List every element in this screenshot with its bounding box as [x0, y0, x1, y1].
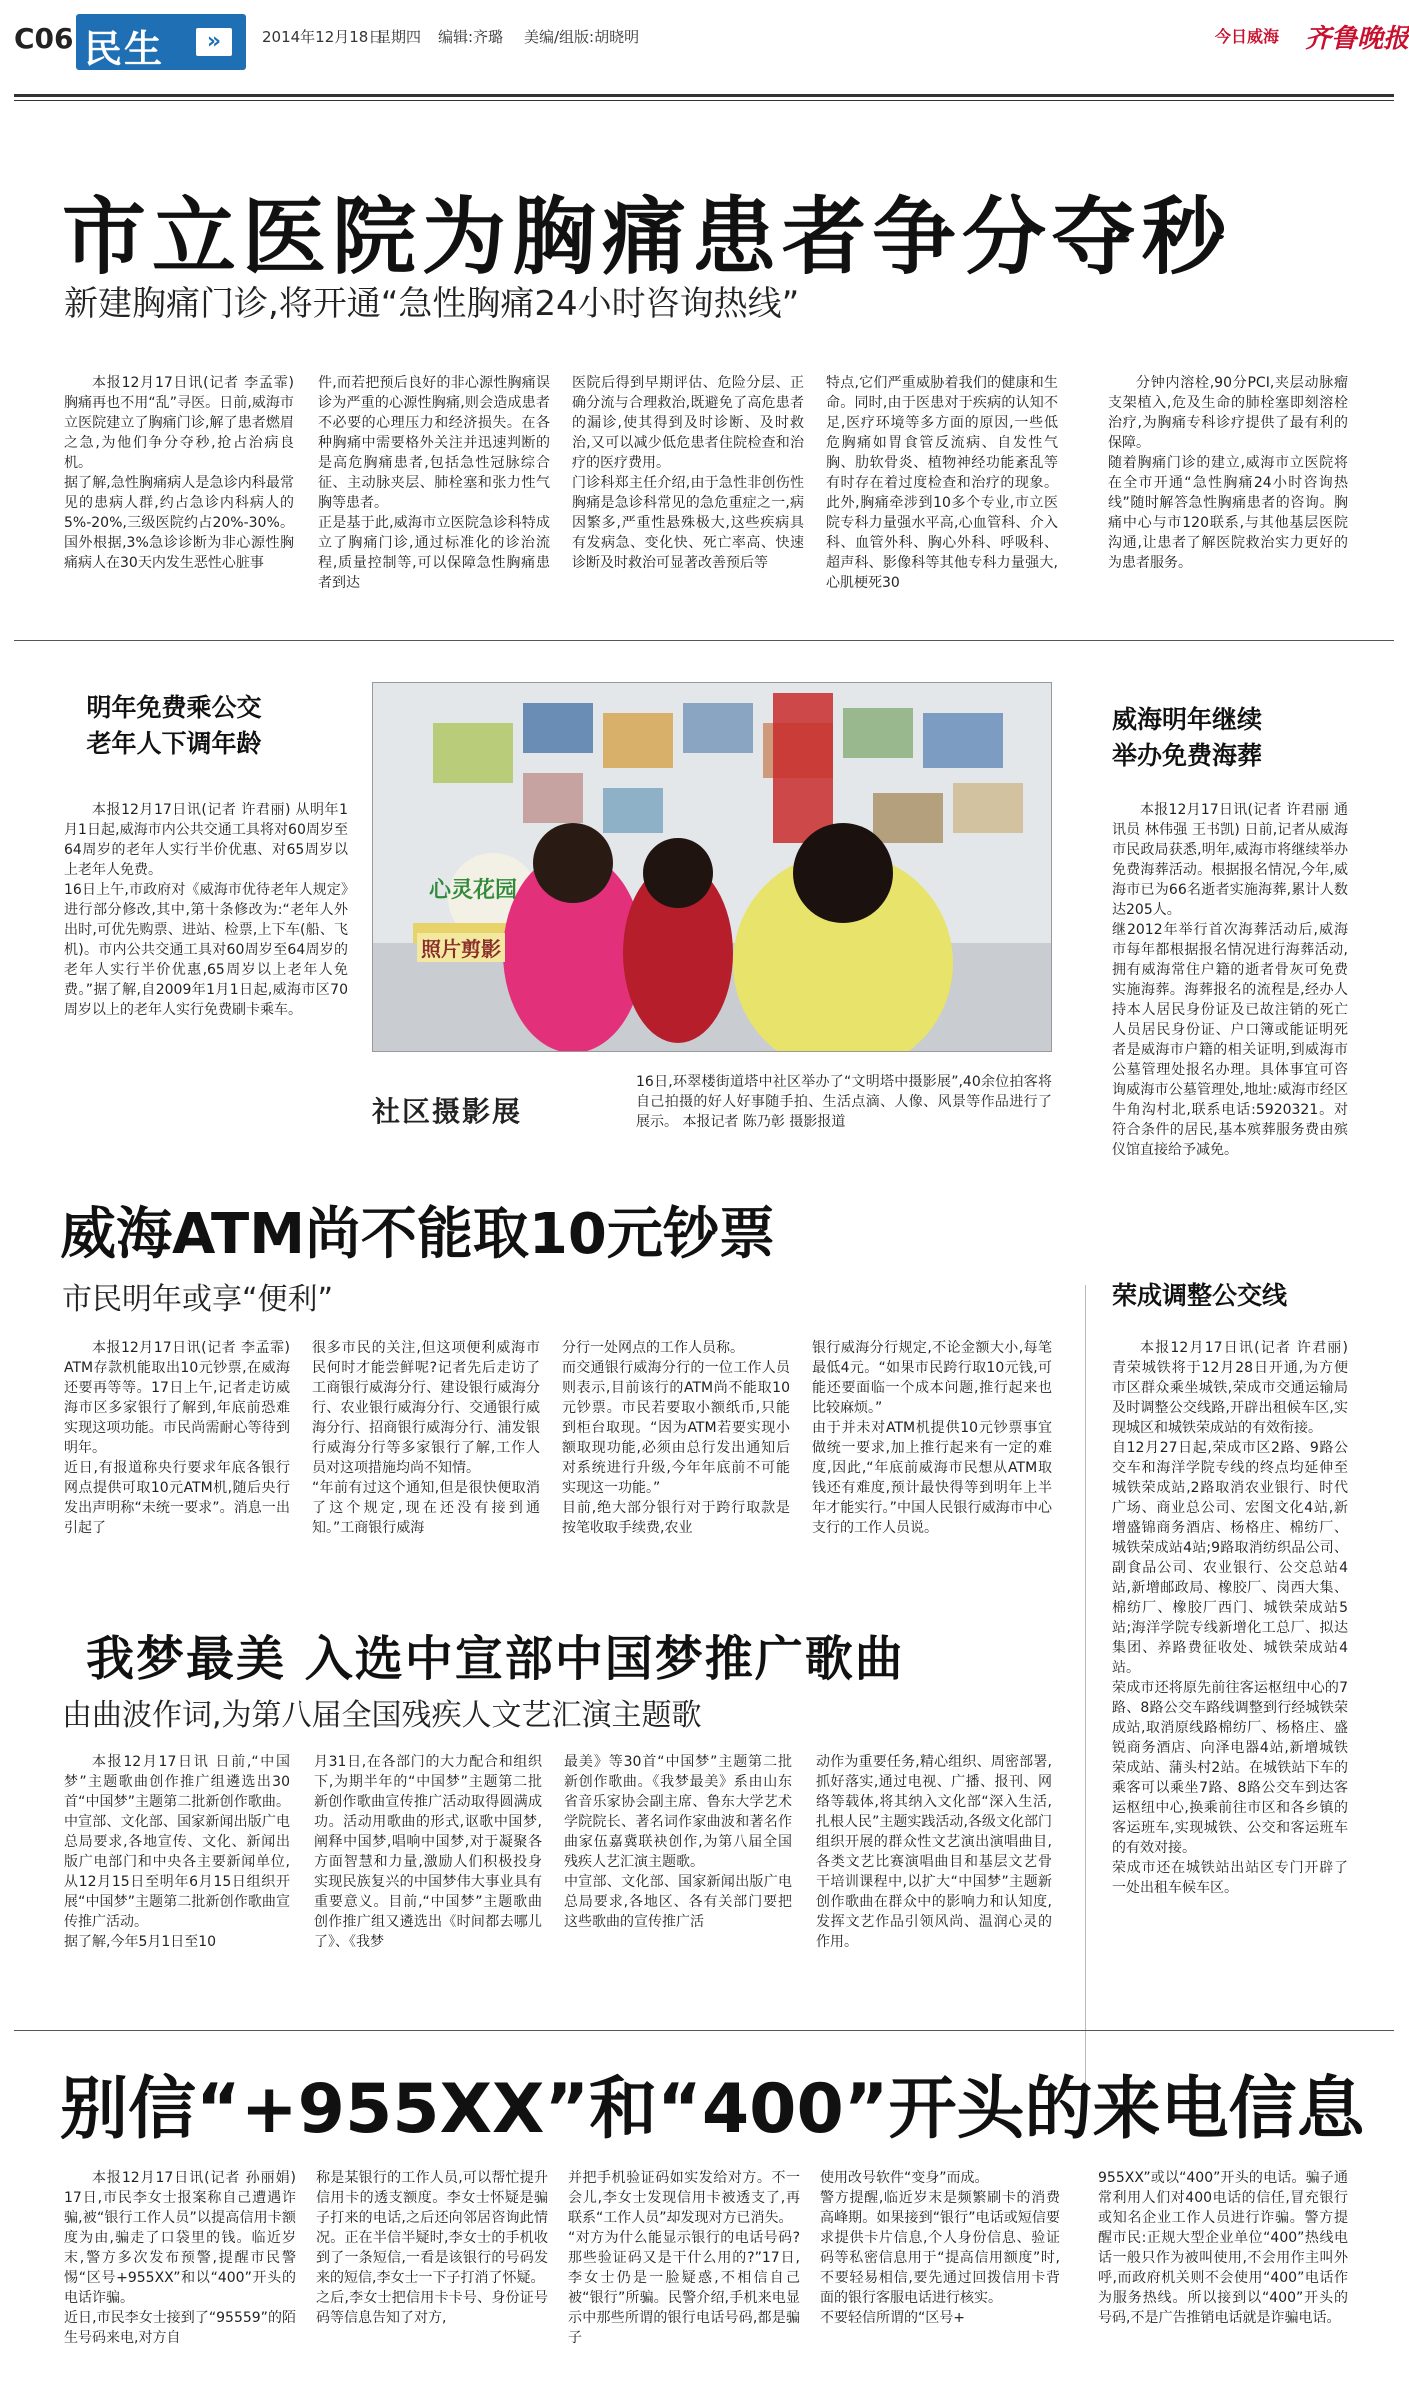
- title-line: 老年人下调年龄: [86, 729, 262, 758]
- header-rule: [14, 94, 1394, 97]
- issue-date: 2014年12月18日: [262, 28, 384, 46]
- photo-caption: 16日,环翠楼街道塔中社区举办了“文明塔中摄影展”,40余位拍客将自己拍摄的好人好事随手拍、生活点滴、人像、风景等作品进行了展示。 本报记者 陈乃彰 摄影报道: [636, 1074, 1052, 1130]
- article-title: 别信“+955XX”和“400”开头的来电信息: [60, 2070, 1365, 2149]
- article-text: 本报12月17日讯(记者 李孟霏) 胸痛再也不用“乱”寻医。日前,威海市立医院建立了胸痛门诊,解了患者燃眉之急,为他们争分夺秒,抢占治病良机。 据了解,急性胸痛病人是急诊内科最常见的患病人群,约占急诊内科病人的5%-20%,三级医院约占20%-30%。国外根据,3%急诊诊断为非心源性胸痛病人在30天内发生恶性心脏事: [64, 375, 294, 571]
- article-column: [562, 1338, 790, 1593]
- issue-weekday: 星期四: [376, 28, 422, 46]
- page-header: [0, 0, 1409, 75]
- photo-sign: 心灵花园: [429, 878, 518, 903]
- article-text: 本报12月17日讯(记者 孙丽娟) 17日,市民李女士报案称自己遭遇诈骗,被“银行工作人员”以提高信用卡额度为由,骗走了口袋里的钱。临近岁末,警方多次发布预警,提醒市民警惕“区号+955XX”和以“400”开头的电话诈骗。 近日,市民李女士接到了“95559”的陌生号码来电,对方自: [64, 2170, 296, 2346]
- photo-sign: 照片剪影: [417, 933, 505, 962]
- article-text: 医院后得到早期评估、危险分层、正确分流与合理救治,既避免了高危患者的漏诊,使其得到及时诊断、及时救治,又可以减少低危患者住院检查和治疗的医疗费用。 门诊科郑主任介绍,由于急性非创伤性胸痛是急诊科常见的急危重症之一,病因繁多,严重性悬殊极大,这些疾病具有发病急、变化快、死亡率高、快速诊断及时救治可显著改善预后等: [572, 375, 804, 571]
- design-credit: 美编/组版:胡晓明: [524, 28, 640, 46]
- title-line: 威海明年继续: [1112, 705, 1263, 734]
- article-text: 分行一处网点的工作人员称。 而交通银行威海分行的一位工作人员则表示,目前该行的ATM尚不能取10元钞票。市民若要取小额纸币,只能到柜台取现。“因为ATM若要实现小额取现功能,必须由总行发出通知后对系统进行升级,今年年底前不可能实现这一功能。” 目前,绝大部分银行对于跨行取款是按笔收取手续费,农业: [562, 1340, 790, 1536]
- article-text: 件,而若把预后良好的非心源性胸痛误诊为严重的心源性胸痛,则会造成患者不必要的心理压力和经济损失。在各种胸痛中需要格外关注并迅速判断的是高危胸痛患者,包括急性冠脉综合征、主动脉夹层、肺栓塞和张力性气胸等患者。 正是基于此,威海市立医院急诊科特成立了胸痛门诊,通过标准化的诊治流程,质量控制等,可以保障急性胸痛患者到达: [318, 375, 550, 591]
- article-column: [316, 2168, 548, 2378]
- article-column: [64, 373, 294, 623]
- article-text: 本报12月17日讯(记者 许君丽) 从明年1月1日起,威海市内公共交通工具将对60周岁至64周岁的老年人实行半价优惠、对65周岁以上老年人免费。 16日上午,市政府对《威海市优待老年人规定》进行部分修改,其中,第十条修改为:“老年人外出时,可优先购票、进站、检票,上下车(船、飞机)。市内公共交通工具对60周岁至64周岁的老年人实行半价优惠,65周岁以上老年人免费。”据了解,自2009年1月1日起,威海市区70周岁以上的老年人实行免费刷卡乘车。: [64, 802, 348, 1018]
- photo-heading: 社区摄影展: [372, 1095, 523, 1128]
- page-number: C06: [14, 22, 74, 55]
- article-text: 分钟内溶栓,90分PCI,夹层动脉瘤支架植入,危及生命的肺栓塞即刻溶栓治疗,为胸痛专科诊疗提供了最有利的保障。 随着胸痛门诊的建立,威海市立医院将在全市开通“急性胸痛24小时咨询热线”随时解答急性胸痛患者的咨询。胸痛中心与市120联系,与其他基层医院沟通,让患者了解医院救治实力更好的为患者服务。: [1108, 375, 1348, 571]
- article-column: [1108, 373, 1348, 623]
- article-text: 使用改号软件“变身”而成。 警方提醒,临近岁末是频繁刷卡的消费高峰期。如果接到“银行”电话或短信要求提供卡片信息,个人身份信息、验证码等私密信息用于“提高信用额度”时,不要轻易相信,要先通过回拨信用卡背面的银行客服电话进行核实。 不要轻信所谓的“区号+: [820, 2170, 1060, 2326]
- article-column: [564, 1752, 792, 2012]
- article-column: [314, 1752, 542, 2012]
- article-title: 我梦最美 入选中宣部中国梦推广歌曲: [86, 1631, 905, 1687]
- section-divider: [14, 640, 1394, 641]
- article-title: [1112, 702, 1342, 774]
- article-column: [568, 2168, 800, 2378]
- article-text: 本报12月17日讯 日前,“中国梦”主题歌曲创作推广组遴选出30首“中国梦”主题第二批新创作歌曲。中宣部、文化部、国家新闻出版广电总局要求,各地宣传、文化、新闻出版广电部门和中央各主要新闻单位,从12月15日至明年6月15日组织开展“中国梦”主题第二批新创作歌曲宣传推广活动。 据了解,今年5月1日至10: [64, 1754, 290, 1950]
- article-text: 本报12月17日讯(记者 李孟霏) ATM存款机能取出10元钞票,在威海还要再等等。17日上午,记者走访威海市区多家银行了解到,年底前恐难实现这项功能。市民尚需耐心等待到明年。 近日,有报道称央行要求年底各银行网点提供可取10元ATM机,随后央行发出声明称“未统一要求”。消息一出引起了: [64, 1340, 290, 1536]
- chevron-right-icon: »: [196, 28, 232, 56]
- article-text: 955XX”或以“400”开头的电话。骗子通常利用人们对400电话的信任,冒充银行或知名企业工作人员进行诈骗。警方提醒市民:正规大型企业单位“400”热线电话一般只作为被叫使用,不会用作主叫外呼,而政府机关则不会使用“400”电话作为服务热线。所以接到以“400”开头的号码,不是广告推销电话就是诈骗电话。: [1098, 2170, 1348, 2326]
- news-photo: [372, 682, 1052, 1052]
- article-text: 动作为重要任务,精心组织、周密部署,抓好落实,通过电视、广播、报刊、网络等载体,将其纳入文化部“深入生活,扎根人民”主题实践活动,各级文化部门组织开展的群众性文艺演出演唱曲目,各类文艺比赛演唱曲目和基层文艺骨干培训课程中,以扩大“中国梦”主题新创作歌曲在群众中的影响力和认知度,发挥文艺作品引领风尚、温润心灵的作用。: [816, 1754, 1052, 1950]
- section-divider: [14, 2030, 1394, 2031]
- article-column: [64, 1752, 290, 2012]
- article-text: 很多市民的关注,但这项便利威海市民何时才能尝鲜呢?记者先后走访了工商银行威海分行、建设银行威海分行、农业银行威海分行、交通银行威海分行、招商银行威海分行、浦发银行威海分行等多家银行了解,工作人员对这项措施均尚不知情。 “年前有过这个通知,但是很快便取消了这个规定,现在还没有接到通知。”工商银行威海: [312, 1340, 540, 1536]
- section-name: 民生: [84, 27, 165, 71]
- article-title: 荣成调整公交线: [1112, 1281, 1288, 1310]
- article-column: [820, 2168, 1060, 2378]
- article-column: [1098, 2168, 1348, 2378]
- article-column: [1112, 1338, 1348, 2028]
- editor-credit: 编辑:齐璐: [438, 28, 504, 46]
- title-line: 明年免费乘公交: [86, 693, 262, 722]
- article-column: [1112, 800, 1348, 1290]
- article-text: 银行威海分行规定,不论金额大小,每笔最低4元。“如果市民跨行取10元钱,可能还要面临一个成本问题,推行起来也比较麻烦。” 由于并未对ATM机提供10元钞票事宜做统一要求,加上推行起来有一定的难度,因此,“年底前威海市民想从ATM取钱还有难度,预计最快得等到明年上半年才能实行。”中国人民银行威海市中心支行的工作人员说。: [812, 1340, 1052, 1536]
- header-rule-thin: [14, 100, 1394, 101]
- article-subtitle: 市民明年或享“便利”: [62, 1282, 334, 1317]
- paper-logo: 齐鲁晚报: [1305, 24, 1409, 54]
- article-text: 本报12月17日讯(记者 许君丽) 青荣城铁将于12月28日开通,为方便市区群众乘坐城铁,荣成市交通运输局及时调整公交线路,开辟出租候车区,实现城区和城铁荣成站的有效衔接。 自12月27日起,荣成市区2路、9路公交车和海洋学院专线的终点均延伸至城铁荣成站,2路取消农业银行、时代广场、商业总公司、宏图文化4站,新增盛锦商务酒店、杨格庄、棉纺厂、城铁荣成站4站;9路取消纺织品公司、副食品公司、农业银行、公交总站4站,新增邮政局、橡胶厂、岗西大集、棉纺厂、橡胶厂西门、城铁荣成站5站;海洋学院专线新增化工总厂、拟达集团、养路费征收处、城铁荣成站4站。 荣成市还将原先前往客运枢纽中心的7路、8路公交车路线调整到行经城铁荣成站,取消原线路棉纺厂、杨格庄、盛锐商务酒店、向泽电器4站,新增城铁荣成站、蒲头村2站。在城铁站下车的乘客可以乘坐7路、8路公交车到达客运枢纽中心,换乘前往市区和各乡镇的客运班车,实现城铁、公交和客运班车的有效对接。 荣成市还在城铁站出站区专门开辟了一处出租车候车区。: [1112, 1340, 1348, 1896]
- article-column: [572, 373, 804, 623]
- article-column: [826, 373, 1058, 623]
- article-text: 最美》等30首“中国梦”主题第二批新创作歌曲。《我梦最美》系由山东省音乐家协会副主席、鲁东大学艺术学院院长、著名词作家曲波和著名作曲家伍嘉冀联袂创作,为第八届全国残疾人艺汇演主题歌。 中宣部、文化部、国家新闻出版广电总局要求,各地区、各有关部门要把这些歌曲的宣传推广活: [564, 1754, 792, 1930]
- article-text: 月31日,在各部门的大力配合和组织下,为期半年的“中国梦”主题第二批新创作歌曲宣传推广活动取得圆满成功。活动用歌曲的形式,讴歌中国梦,阐释中国梦,唱响中国梦,对于凝聚各方面智慧和力量,激励人们积极投身实现民族复兴的中国梦伟大事业具有重要意义。目前,“中国梦”主题歌曲创作推广组又遴选出《时间都去哪儿了》、《我梦: [314, 1754, 542, 1950]
- article-column: [312, 1338, 540, 1593]
- title-line: 举办免费海葬: [1112, 741, 1263, 770]
- article-subtitle: 由曲波作词,为第八届全国残疾人文艺汇演主题歌: [62, 1698, 702, 1733]
- article-title: 威海ATM尚不能取10元钞票: [60, 1202, 775, 1267]
- article-text: 并把手机验证码如实发给对方。不一会儿,李女士发现信用卡被透支了,再联系“工作人员”却发现对方已消失。 “对方为什么能显示银行的电话号码?那些验证码又是干什么用的?”17日,李女士仍是一脸疑惑,不相信自己被“银行”所骗。民警介绍,手机来电显示中那些所谓的银行电话号码,都是骗子: [568, 2170, 800, 2346]
- article-text: 本报12月17日讯(记者 许君丽 通讯员 林伟强 王书凯) 日前,记者从威海市民政局获悉,明年,威海市将继续举办免费海葬活动。根据报名情况,今年,威海市已为66名逝者实施海葬,累计人数达205人。 继2012年举行首次海葬活动后,威海市每年都根据报名情况进行海葬活动,拥有威海常住户籍的逝者骨灰可免费实施海葬。海葬报名的流程是,经办人持本人居民身份证及已故注销的死亡人员居民身份证、户口簿或能证明死者是威海市户籍的相关证明,到威海市公墓管理处报名办理。具体事宜可咨询威海市公墓管理处,地址:威海市经区牛角沟村北,联系电话:5920321。对符合条件的居民,基本殡葬服务费由殡仪馆直接给予减免。: [1112, 802, 1348, 1158]
- article-column: [812, 1338, 1052, 1593]
- article-subtitle: 新建胸痛门诊,将开通“急性胸痛24小时咨询热线”: [64, 284, 800, 324]
- article-title: 市立医院为胸痛患者争分夺秒: [62, 188, 1233, 286]
- photo-illustration: [373, 683, 1052, 1052]
- article-column: [318, 373, 550, 623]
- article-column: [64, 1338, 290, 1593]
- column-divider: [1085, 1285, 1086, 2085]
- edition-name: 今日威海: [1215, 27, 1280, 46]
- article-column: [64, 2168, 296, 2378]
- article-text: 称是某银行的工作人员,可以帮忙提升信用卡的透支额度。李女士怀疑是骗子打来的电话,之后还向邻居咨询此情况。正在半信半疑时,李女士的手机收到了一条短信,一看是该银行的号码发来的短信,李女士一下子打消了怀疑。 之后,李女士把信用卡卡号、身份证号码等信息告知了对方,: [316, 2170, 548, 2326]
- article-column: [816, 1752, 1052, 2012]
- article-text: 特点,它们严重威胁着我们的健康和生命。同时,由于医患对于疾病的认知不足,医疗环境等多方面的原因,一些低危胸痛如胃食管反流病、自发性气胸、肋软骨炎、植物神经功能紊乱等有时存在着过度检查和治疗的现象。此外,胸痛牵涉到10多个专业,市立医院专科力量强水平高,心血管科、介入科、血管外科、胸心外科、呼吸科、超声科、影像科等其他专科力量强大,心肌梗死30: [826, 375, 1058, 591]
- article-title: [58, 690, 290, 762]
